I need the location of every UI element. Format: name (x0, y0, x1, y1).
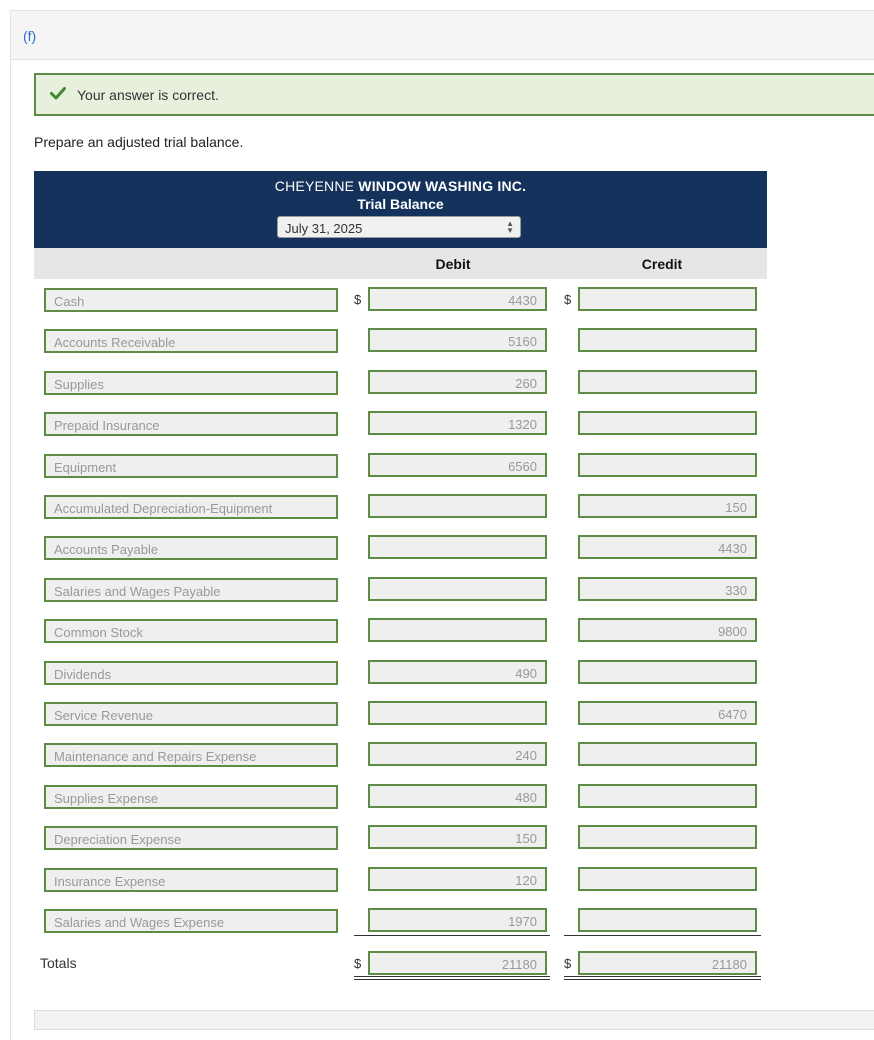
credit-amount-input[interactable] (578, 742, 757, 766)
total-credit-input[interactable]: 21180 (578, 951, 757, 975)
credit-subtotal-rule (564, 935, 761, 936)
company-name (34, 178, 767, 194)
credit-amount-input[interactable] (578, 908, 757, 932)
credit-amount-input[interactable] (578, 825, 757, 849)
credit-amount-input[interactable] (578, 453, 757, 477)
feedback-banner (34, 73, 874, 116)
part-header-bar (10, 10, 874, 60)
debit-amount-input[interactable]: 490 (368, 660, 547, 684)
account-name-input[interactable]: Service Revenue (44, 702, 338, 726)
account-name-input[interactable]: Supplies Expense (44, 785, 338, 809)
date-select-value: July 31, 2025 (285, 221, 363, 236)
credit-amount-input[interactable] (578, 328, 757, 352)
account-name-input[interactable]: Accounts Receivable (44, 329, 338, 353)
account-name-input[interactable]: Equipment (44, 454, 338, 478)
debit-amount-input[interactable]: 120 (368, 867, 547, 891)
account-name-input[interactable]: Cash (44, 288, 338, 312)
debit-amount-input[interactable]: 6560 (368, 453, 547, 477)
check-icon (50, 85, 66, 101)
company-name-bold: WINDOW WASHING INC. (358, 178, 527, 194)
question-prompt: Prepare an adjusted trial balance. (34, 134, 244, 150)
account-name-input[interactable]: Accumulated Depreciation-Equipment (44, 495, 338, 519)
debit-amount-input[interactable]: 240 (368, 742, 547, 766)
debit-amount-input[interactable]: 150 (368, 825, 547, 849)
credit-amount-input[interactable]: 150 (578, 494, 757, 518)
account-name-input[interactable]: Depreciation Expense (44, 826, 338, 850)
totals-debit-currency-symbol: $ (354, 956, 362, 971)
credit-column-header: Credit (641, 256, 683, 272)
credit-amount-input[interactable]: 6470 (578, 701, 757, 725)
credit-currency-symbol: $ (564, 292, 572, 307)
credit-amount-input[interactable]: 9800 (578, 618, 757, 642)
account-name-input[interactable]: Accounts Payable (44, 536, 338, 560)
total-debit-input[interactable]: 21180 (368, 951, 547, 975)
column-header-row (34, 248, 767, 279)
account-name-input[interactable]: Maintenance and Repairs Expense (44, 743, 338, 767)
credit-amount-input[interactable] (578, 370, 757, 394)
debit-currency-symbol: $ (354, 292, 362, 307)
account-name-input[interactable]: Salaries and Wages Payable (44, 578, 338, 602)
feedback-message: Your answer is correct. (77, 87, 219, 103)
debit-total-double-rule (354, 976, 550, 980)
statement-title: Trial Balance (357, 196, 444, 212)
account-name-input[interactable]: Supplies (44, 371, 338, 395)
account-name-input[interactable]: Prepaid Insurance (44, 412, 338, 436)
select-arrows-icon: ▲ ▼ (506, 219, 514, 235)
debit-amount-input[interactable]: 1320 (368, 411, 547, 435)
debit-amount-input[interactable] (368, 701, 547, 725)
trial-balance-header (34, 171, 767, 248)
debit-amount-input[interactable] (368, 494, 547, 518)
debit-amount-input[interactable] (368, 618, 547, 642)
debit-amount-input[interactable]: 5160 (368, 328, 547, 352)
credit-amount-input[interactable] (578, 411, 757, 435)
next-section-bar (34, 1010, 874, 1030)
credit-amount-input[interactable]: 330 (578, 577, 757, 601)
account-name-input[interactable]: Common Stock (44, 619, 338, 643)
credit-amount-input[interactable] (578, 867, 757, 891)
credit-amount-input[interactable] (578, 784, 757, 808)
debit-column-header: Debit (435, 256, 471, 272)
company-name-plain: CHEYENNE (274, 178, 359, 194)
totals-label: Totals (40, 955, 77, 971)
debit-amount-input[interactable]: 1970 (368, 908, 547, 932)
credit-amount-input[interactable] (578, 660, 757, 684)
totals-credit-currency-symbol: $ (564, 956, 572, 971)
account-name-input[interactable]: Salaries and Wages Expense (44, 909, 338, 933)
account-name-input[interactable]: Insurance Expense (44, 868, 338, 892)
debit-subtotal-rule (354, 935, 550, 936)
debit-amount-input[interactable] (368, 577, 547, 601)
debit-amount-input[interactable]: 260 (368, 370, 547, 394)
debit-amount-input[interactable]: 4430 (368, 287, 547, 311)
debit-amount-input[interactable]: 480 (368, 784, 547, 808)
part-label[interactable]: (f) (23, 28, 37, 44)
debit-amount-input[interactable] (368, 535, 547, 559)
credit-amount-input[interactable] (578, 287, 757, 311)
account-name-input[interactable]: Dividends (44, 661, 338, 685)
credit-amount-input[interactable]: 4430 (578, 535, 757, 559)
credit-total-double-rule (564, 976, 761, 980)
date-select[interactable] (277, 216, 521, 238)
